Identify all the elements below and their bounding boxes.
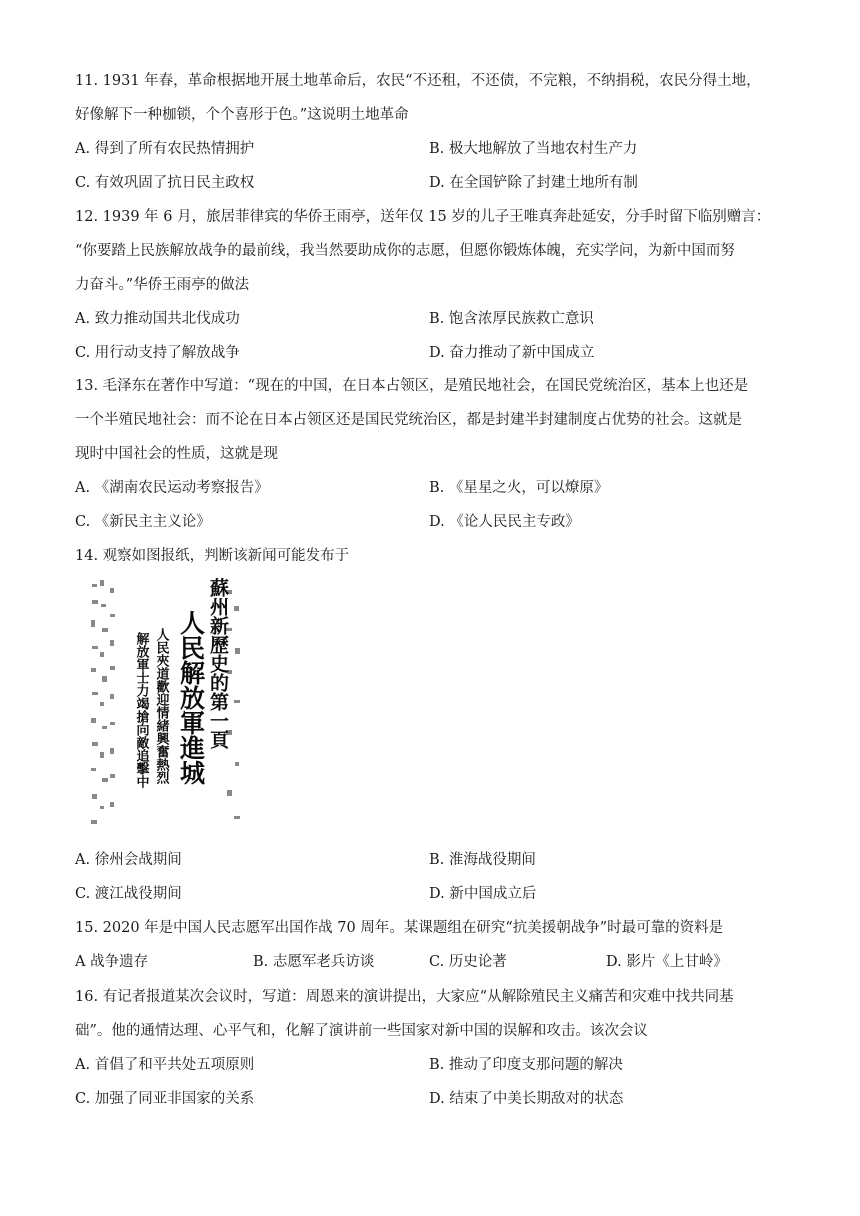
question-stem-line: 好像解下一种枷锁，个个喜形于色。”这说明土地革命 xyxy=(75,107,409,123)
newspaper-image xyxy=(88,570,248,840)
option-d: D. 新中国成立后 xyxy=(429,886,537,902)
option-a: A. 致力推动国共北伐成功 xyxy=(75,311,240,327)
option-d: D. 在全国铲除了封建土地所有制 xyxy=(429,175,638,191)
options-row xyxy=(75,132,785,166)
option-a: A. 首倡了和平共处五项原则 xyxy=(75,1057,255,1073)
option-b: B. 淮海战役期间 xyxy=(429,852,536,868)
question-stem-line: 15. 2020 年是中国人民志愿军出国作战 70 周年。某课题组在研究“抗美援朝战争”时最可靠的资料是 xyxy=(75,920,724,936)
options-row xyxy=(75,166,785,200)
question-16 xyxy=(75,980,785,1116)
option-c: C. 《新民主主义论》 xyxy=(75,514,211,530)
question-stem-line: 11. 1931 年春，革命根据地开展土地革命后，农民“不还租，不还债，不完粮，不纳捐税，农民分得土地， xyxy=(75,73,761,89)
option-a: A. 《湖南农民运动考察报告》 xyxy=(75,480,269,496)
headline-top: 蘇州新歷史的第一頁 xyxy=(207,578,229,749)
option-d: D. 影片《上甘岭》 xyxy=(606,954,728,970)
question-14 xyxy=(75,539,785,573)
question-stem-line: 14. 观察如图报纸，判断该新闻可能发布于 xyxy=(75,548,350,564)
question-13 xyxy=(75,369,785,539)
question-stem-line: 12. 1939 年 6 月，旅居菲律宾的华侨王雨亭，送年仅 15 岁的儿子王唯真奔赴延安，分手时留下临别赠言： xyxy=(75,209,771,225)
option-b: B. 志愿军老兵访谈 xyxy=(253,954,375,970)
subhead-1: 人民夾道歡迎情緒興奮熱烈 xyxy=(153,628,169,784)
option-a: A 战争遗存 xyxy=(75,954,149,970)
option-c: C. 加强了同亚非国家的关系 xyxy=(75,1091,255,1107)
options-row xyxy=(75,336,785,370)
question-12 xyxy=(75,200,785,370)
subhead-2: 解放軍士力竭搶向敵追擊中 xyxy=(133,632,149,788)
option-c: C. 渡江战役期间 xyxy=(75,886,182,902)
options-row xyxy=(75,471,785,505)
option-a: A. 得到了所有农民热情拥护 xyxy=(75,141,255,157)
question-14-options xyxy=(75,843,785,911)
options-row xyxy=(75,505,785,539)
options-row xyxy=(75,302,785,336)
option-d: D. 《论人民民主专政》 xyxy=(429,514,580,530)
options-row xyxy=(75,1082,785,1116)
option-c: C. 用行动支持了解放战争 xyxy=(75,345,240,361)
question-11 xyxy=(75,64,785,200)
option-b: B. 极大地解放了当地农村生产力 xyxy=(429,141,638,157)
option-c: C. 有效巩固了抗日民主政权 xyxy=(75,175,255,191)
options-row xyxy=(75,1048,785,1082)
headline-main: 人民解放軍進城 xyxy=(176,610,206,785)
options-row xyxy=(75,843,785,877)
question-stem-line: 一个半殖民地社会：而不论在日本占领区还是国民党统治区，都是封建半封建制度占优势的社会。这就是 xyxy=(75,412,742,428)
question-stem-line: “你要踏上民族解放战争的最前线，我当然要助成你的志愿，但愿你锻炼体魄，充实学问，为新中国而努 xyxy=(75,243,735,259)
question-stem-line: 现时中国社会的性质，这就是现 xyxy=(75,446,278,462)
question-stem-line: 13. 毛泽东在著作中写道：“现在的中国，在日本占领区，是殖民地社会，在国民党统治区，基本上也还是 xyxy=(75,378,749,394)
option-a: A. 徐州会战期间 xyxy=(75,852,182,868)
option-d: D. 奋力推动了新中国成立 xyxy=(429,345,595,361)
question-stem-line: 力奋斗。”华侨王雨亭的做法 xyxy=(75,277,250,293)
options-row xyxy=(75,945,785,979)
option-d: D. 结束了中美长期敌对的状态 xyxy=(429,1091,624,1107)
options-row xyxy=(75,877,785,911)
option-b: B. 《星星之火，可以燎原》 xyxy=(429,480,609,496)
option-b: B. 推动了印度支那问题的解决 xyxy=(429,1057,623,1073)
question-stem-line: 16. 有记者报道某次会议时，写道：周恩来的演讲提出，大家应“从解除殖民主义痛苦和灾难中找共同基 xyxy=(75,989,734,1005)
question-stem-line: 础”。他的通情达理、心平气和，化解了演讲前一些国家对新中国的误解和攻击。该次会议 xyxy=(75,1023,648,1039)
question-15 xyxy=(75,911,785,979)
option-c: C. 历史论著 xyxy=(429,954,507,970)
option-b: B. 饱含浓厚民族救亡意识 xyxy=(429,311,594,327)
